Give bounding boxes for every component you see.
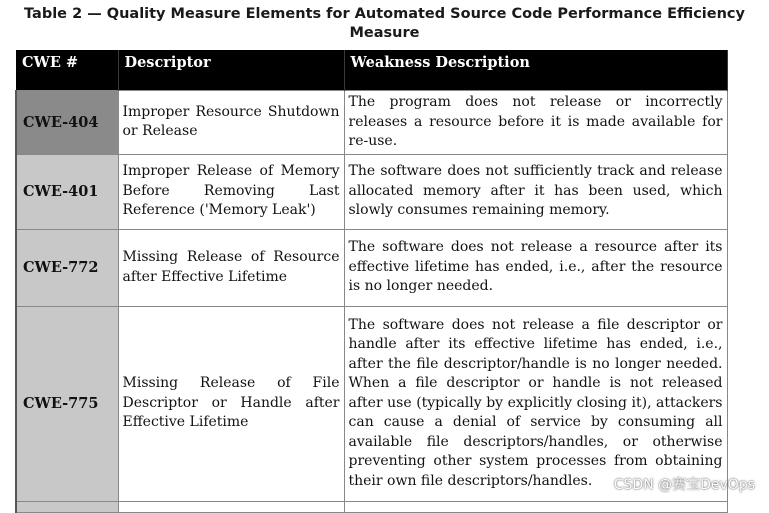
table-caption	[0, 5, 769, 43]
table-row	[16, 154, 727, 229]
caption-line-2: Measure	[349, 25, 420, 41]
weakness-description-cell-empty	[344, 501, 727, 512]
table-row-cutoff	[16, 501, 727, 512]
header-cwe-number: CWE #	[16, 50, 118, 91]
header-descriptor: Descriptor	[118, 50, 344, 91]
cwe-id-cell: CWE-401	[16, 154, 118, 229]
table-row	[16, 91, 727, 155]
cwe-id-cell: CWE-772	[16, 229, 118, 306]
cwe-table	[15, 50, 728, 513]
weakness-description-cell: The program does not release or incorrectly releases a resource before it is made available for re-use.	[344, 91, 727, 155]
cwe-id-cell-empty	[16, 501, 118, 512]
cwe-id-cell: CWE-404	[16, 91, 118, 155]
descriptor-cell: Improper Resource Shutdown or Release	[118, 91, 344, 155]
weakness-description-cell: The software does not release a resource after its effective lifetime has ended, i.e., after the resource is no longer needed.	[344, 229, 727, 306]
table-header	[16, 50, 727, 91]
descriptor-cell: Missing Release of File Descriptor or Handle after Effective Lifetime	[118, 306, 344, 501]
weakness-description-cell: The software does not release a file descriptor or handle after its effective lifetime has ended, i.e., after the file descriptor/handle is no longer needed. When a file descriptor or handle is not released after use (typically by explicitly closing it), attackers can cause a denial of service by consuming all available file descriptors/handles, or otherwise preventing other system processes from obtaining their own file descriptors/handles.	[344, 306, 727, 501]
table-row	[16, 229, 727, 306]
descriptor-cell: Improper Release of Memory Before Removing Last Reference ('Memory Leak')	[118, 154, 344, 229]
cwe-id-cell: CWE-775	[16, 306, 118, 501]
watermark: CSDN @赛宝DevOps	[613, 477, 755, 493]
header-row	[16, 50, 727, 91]
table-body	[16, 91, 727, 513]
table-row	[16, 306, 727, 501]
header-weakness-description: Weakness Description	[344, 50, 727, 91]
caption-line-1: Table 2 — Quality Measure Elements for Automated Source Code Performance Efficiency	[24, 6, 745, 22]
weakness-description-cell: The software does not sufficiently track and release allocated memory after it has been used, which slowly consumes remaining memory.	[344, 154, 727, 229]
descriptor-cell: Missing Release of Resource after Effective Lifetime	[118, 229, 344, 306]
descriptor-cell-empty	[118, 501, 344, 512]
